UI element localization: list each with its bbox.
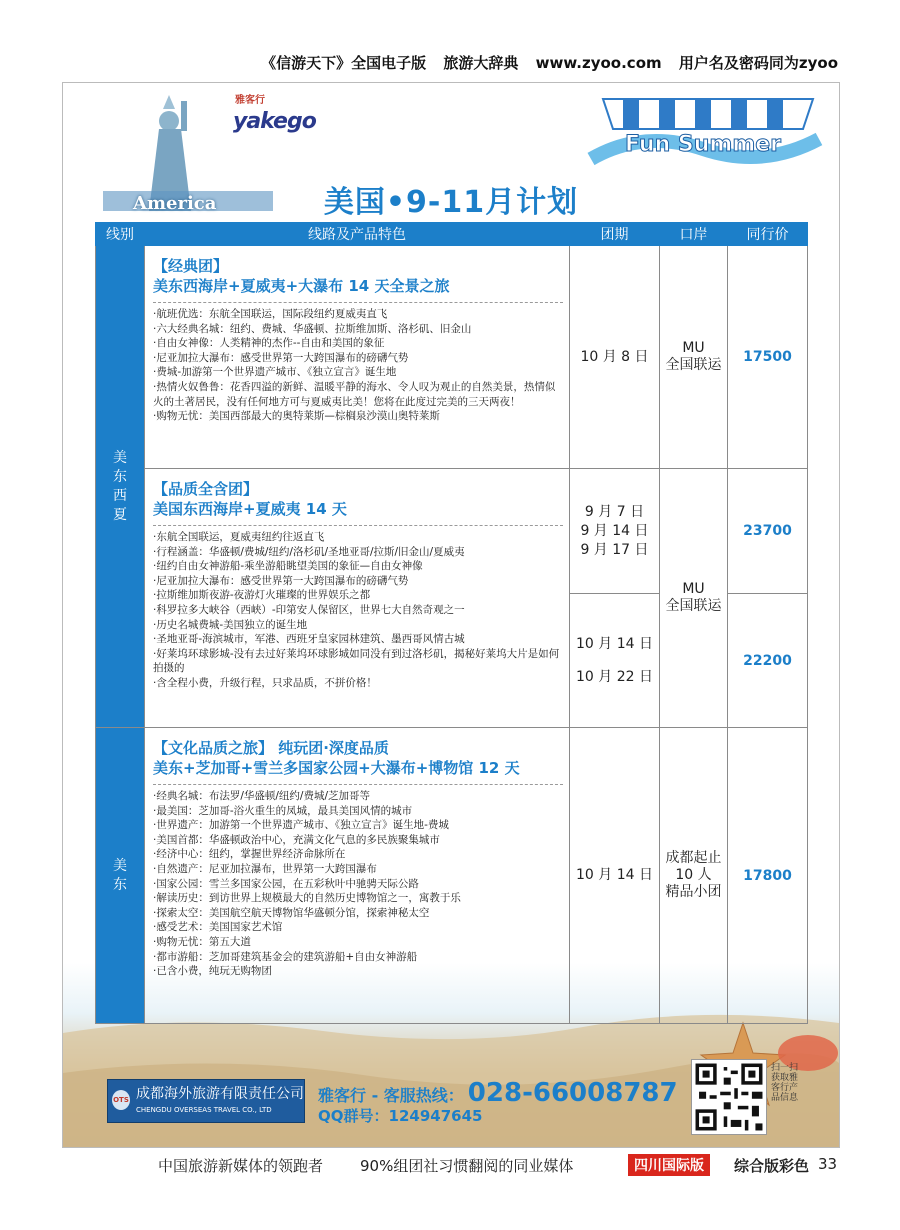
port-line: MU bbox=[682, 340, 705, 356]
page-title: 美国•9-11月计划 bbox=[323, 185, 579, 220]
feature-item: ·感受艺术：美国国家艺术馆 bbox=[153, 921, 283, 934]
feature-item: ·尼亚加拉大瀑布：感受世界第一大跨国瀑布的磅礴气势 bbox=[153, 351, 409, 364]
date-cell bbox=[570, 594, 660, 728]
route-name[interactable]: 美东+芝加哥+雪兰多国家公园+大瀑布+博物馆 12 天 bbox=[153, 759, 520, 777]
edition-badge: 四川国际版 bbox=[628, 1154, 710, 1176]
feature-item: ·拉斯维加斯夜游-夜游灯火璀璨的世界娱乐之都 bbox=[153, 589, 371, 602]
qr-code-icon[interactable] bbox=[691, 1059, 767, 1135]
region-label: 美东西夏 bbox=[113, 449, 127, 523]
price-cell bbox=[728, 469, 808, 594]
feature-item: ·购物无忧：第五大道 bbox=[153, 935, 251, 948]
feature-item: ·行程涵盖：华盛顿/费城/纽约/洛杉矶/圣地亚哥/拉斯/旧金山/夏威夷 bbox=[153, 545, 465, 558]
tour-plan-table bbox=[95, 222, 808, 1024]
divider bbox=[153, 525, 563, 526]
page-number: 33 bbox=[818, 1155, 838, 1173]
route-cell bbox=[145, 246, 570, 469]
feature-item: ·含全程小费，升级行程，只求品质，不拼价格！ bbox=[153, 676, 377, 689]
price-cell bbox=[728, 246, 808, 469]
hotline-label: 雅客行 - 客服热线： bbox=[318, 1086, 464, 1105]
region-cell-east-west bbox=[96, 246, 145, 728]
yakego-logo: yakego bbox=[233, 109, 316, 134]
qq-group bbox=[318, 1105, 482, 1126]
footer bbox=[0, 1153, 900, 1177]
port-cell bbox=[660, 469, 728, 728]
qq-label: QQ群号： bbox=[318, 1107, 389, 1125]
route-cell bbox=[145, 728, 570, 1024]
date-cell bbox=[570, 246, 660, 469]
date-value: 10 月 14 日 bbox=[576, 867, 653, 883]
table-row bbox=[96, 469, 808, 594]
magazine-name: 《信游天下》全国电子版 bbox=[261, 54, 427, 72]
feature-item: ·美国首都：华盛顿政治中心，充满文化气息的多民族聚集城市 bbox=[153, 833, 440, 846]
price-value: 22200 bbox=[743, 652, 792, 669]
qq-number[interactable]: 124947645 bbox=[388, 1107, 483, 1125]
route-name[interactable]: 美东西海岸+夏威夷+大瀑布 14 天全景之旅 bbox=[153, 277, 450, 295]
price-value: 17800 bbox=[743, 867, 792, 884]
feature-item: ·历史名城费城-美国独立的诞生地 bbox=[153, 618, 308, 631]
divider bbox=[153, 302, 563, 303]
date-value: 9 月 17 日 bbox=[580, 541, 649, 558]
page-frame bbox=[62, 82, 840, 1148]
table-header-row bbox=[96, 223, 808, 246]
qr-note: 扫一扫 获取雅客行产品信息 bbox=[771, 1063, 799, 1103]
route-tag: 【品质全含团】 bbox=[153, 480, 259, 498]
date-value: 9 月 14 日 bbox=[580, 522, 649, 539]
feature-item: ·探索太空：美国航空航天博物馆华盛顿分馆，探索神秘太空 bbox=[153, 906, 430, 919]
feature-item: ·已含小费，纯玩无购物团 bbox=[153, 965, 272, 978]
port-line: 精品小团 bbox=[665, 884, 722, 900]
region-cell-east bbox=[96, 728, 145, 1024]
header-price: 同行价 bbox=[728, 223, 808, 246]
feature-item: ·六大经典名城：纽约、费城、华盛顿、拉斯维加斯、洛杉矶、旧金山 bbox=[153, 322, 472, 335]
route-tag: 【文化品质之旅】 纯玩团·深度品质 bbox=[153, 739, 389, 757]
feature-item: ·都市游船：芝加哥建筑基金会的建筑游船+自由女神游船 bbox=[153, 950, 418, 963]
feature-item: ·最美国：芝加哥-浴火重生的凤城，最具美国风情的城市 bbox=[153, 804, 413, 817]
feature-item: ·尼亚加拉大瀑布：感受世界第一大跨国瀑布的磅礴气势 bbox=[153, 574, 409, 587]
port-line: 全国联运 bbox=[665, 598, 722, 614]
date-value: 9 月 7 日 bbox=[584, 503, 645, 520]
feature-item: ·航班优选：东航全国联运，国际段纽约夏威夷直飞 bbox=[153, 308, 388, 320]
logo-cn: 雅客行 bbox=[235, 95, 265, 106]
route-cell bbox=[145, 469, 570, 728]
company-name-en: CHENGDU OVERSEAS TRAVEL CO., LTD bbox=[136, 1106, 272, 1114]
route-name[interactable]: 美国东西海岸+夏威夷 14 天 bbox=[153, 500, 347, 518]
feature-item: ·经典名城：布法罗/华盛顿/纽约/费城/芝加哥等 bbox=[153, 790, 370, 802]
table-row bbox=[96, 728, 808, 1024]
feature-item: ·科罗拉多大峡谷（西峡）-印第安人保留区，世界七大自然奇观之一 bbox=[153, 603, 465, 616]
dictionary-label: 旅游大辞典 bbox=[443, 54, 519, 72]
port-line: 成都起止 bbox=[665, 850, 722, 866]
route-tag: 【经典团】 bbox=[153, 257, 229, 275]
feature-item: ·国家公园：雪兰多国家公园，在五彩秋叶中驰骋天际公路 bbox=[153, 877, 419, 890]
port-cell bbox=[660, 246, 728, 469]
header-date: 团期 bbox=[570, 223, 660, 246]
port-line: 10 人 bbox=[675, 867, 712, 883]
hotline-number[interactable]: 028-66008787 bbox=[467, 1078, 678, 1108]
footer-slogan-1: 中国旅游新媒体的领跑者 bbox=[158, 1157, 324, 1175]
spacer bbox=[570, 654, 659, 668]
feature-item: ·纽约自由女神游船-乘坐游船眺望美国的象征—自由女神像 bbox=[153, 560, 423, 573]
footer-slogan-2: 90%组团社习惯翻阅的同业媒体 bbox=[360, 1157, 574, 1175]
header-port: 口岸 bbox=[660, 223, 728, 246]
feature-item: ·经济中心：纽约，掌握世界经济命脉所在 bbox=[153, 848, 346, 861]
date-value: 10 月 22 日 bbox=[576, 668, 653, 685]
website-link[interactable]: www.zyoo.com bbox=[535, 54, 662, 72]
price-cell bbox=[728, 728, 808, 1024]
port-line: MU bbox=[682, 581, 705, 597]
section-label: 综合版彩色 bbox=[734, 1157, 810, 1175]
feature-item: ·费城-加游第一个世界遗产城市、《独立宣言》诞生地 bbox=[153, 366, 397, 379]
feature-item: ·好莱坞环球影城-没有去过好莱坞环球影城如同没有到过洛杉矶，揭秘好莱坞大片是如何拍摄的 bbox=[153, 647, 560, 675]
port-line: 全国联运 bbox=[665, 357, 722, 373]
feature-item: ·热情火奴鲁鲁：花香四溢的新鲜、温暖平静的海水、令人叹为观止的自然美景，热情似火的土著居民，没有任何地方可与夏威夷比美！您将在此度过完美的三天两夜！ bbox=[153, 380, 556, 408]
company-logo: OTS bbox=[112, 1090, 130, 1110]
feature-item: ·解读历史：到访世界上规模最大的自然历史博物馆之一，寓教于乐 bbox=[153, 892, 461, 905]
port-cell bbox=[660, 728, 728, 1024]
region-label: 美东 bbox=[113, 857, 127, 893]
price-value: 17500 bbox=[743, 349, 792, 365]
fun-summer-banner bbox=[583, 89, 823, 179]
company-name-cn: 成都海外旅游有限责任公司 bbox=[136, 1086, 304, 1102]
america-label: America bbox=[133, 193, 217, 214]
feature-item: ·圣地亚哥-海滨城市，军港、西班牙皇家园林建筑、墨西哥风情古城 bbox=[153, 633, 465, 646]
feature-item: ·世界遗产：加游第一个世界遗产城市、《独立宣言》诞生地-费城 bbox=[153, 819, 449, 832]
feature-item: ·自由女神像：人类精神的杰作--自由和美国的象征 bbox=[153, 337, 385, 350]
price-cell bbox=[728, 594, 808, 728]
date-value: 10 月 8 日 bbox=[580, 348, 649, 365]
login-note: 用户名及密码同为zyoo bbox=[678, 54, 838, 72]
feature-item: ·自然遗产：尼亚加拉瀑布，世界第一大跨国瀑布 bbox=[153, 862, 377, 875]
table-row bbox=[96, 246, 808, 469]
date-cell bbox=[570, 728, 660, 1024]
header-route: 线路及产品特色 bbox=[145, 223, 570, 246]
company-banner bbox=[107, 1079, 305, 1123]
date-value: 10 月 14 日 bbox=[576, 635, 653, 652]
top-header bbox=[0, 52, 838, 73]
feature-item: ·购物无忧：美国西部最大的奥特莱斯—棕榈泉沙漠山奥特莱斯 bbox=[153, 410, 440, 423]
hotline bbox=[318, 1078, 678, 1108]
fun-summer-text: Fun Summer bbox=[624, 132, 782, 157]
price-value: 23700 bbox=[743, 523, 792, 539]
feature-item: ·东航全国联运，夏威夷纽约往返直飞 bbox=[153, 531, 325, 543]
divider bbox=[153, 784, 563, 785]
date-cell bbox=[570, 469, 660, 594]
header-region: 线别 bbox=[96, 223, 145, 246]
